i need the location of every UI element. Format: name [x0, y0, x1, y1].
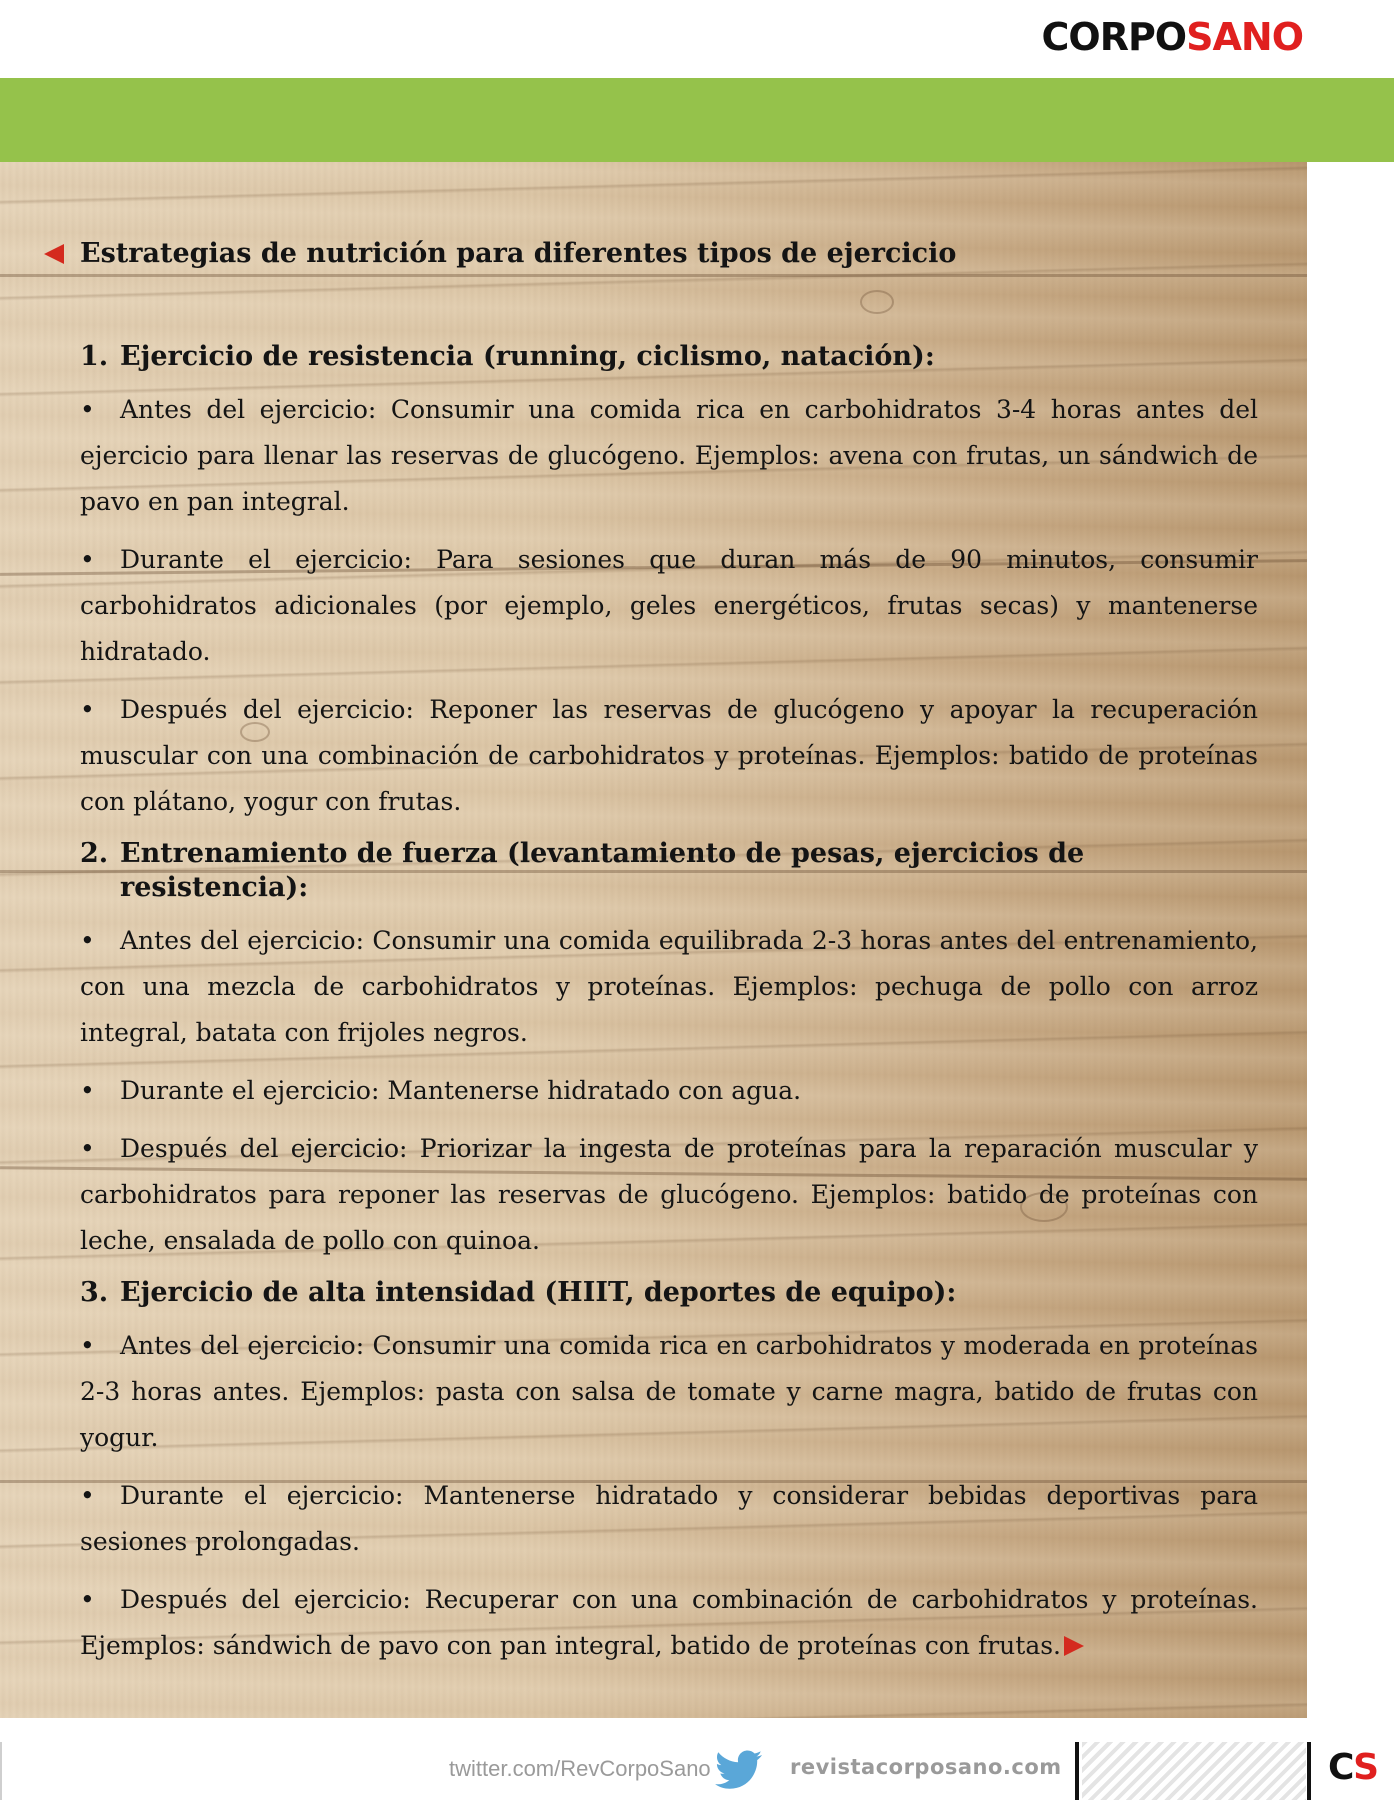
- article-heading-row: [80, 237, 1258, 271]
- section-title: 3. Ejercicio de alta intensidad (HIIT, deportes de equipo):: [80, 1277, 957, 1308]
- bullet-item: • Después del ejercicio: Reponer las reservas de glucógeno y apoyar la recuperación muscular con una combinación de carbohidratos y proteínas. Ejemplos: batido de proteínas con plátano, yogur con frutas.: [80, 687, 1258, 825]
- logo-sano: SANO: [1186, 15, 1303, 59]
- section-title: 1. Ejercicio de resistencia (running, ciclismo, natación):: [80, 341, 935, 372]
- section-strength: [80, 837, 1258, 1264]
- twitter-bird-icon[interactable]: [715, 1749, 763, 1791]
- bullet-item: • Durante el ejercicio: Para sesiones que duran más de 90 minutos, consumir carbohidratos adicionales (por ejemplo, geles energéticos, frutas secas) y mantenerse hidratado.: [80, 537, 1258, 675]
- bullet-item: • Durante el ejercicio: Mantenerse hidratado con agua.: [80, 1068, 1258, 1114]
- brand-logo: [1041, 15, 1304, 59]
- page-footer: [0, 1742, 1394, 1800]
- bullet-item: • Después del ejercicio: Recuperar con una combinación de carbohidratos y proteínas. Ejemplos: sándwich de pavo con pan integral, batido de proteínas con frutas.: [80, 1577, 1258, 1669]
- twitter-link[interactable]: twitter.com/RevCorpoSano: [449, 1756, 711, 1781]
- section-title: 2. Entrenamiento de fuerza (levantamiento de pesas, ejercicios de resistencia):: [80, 838, 1085, 903]
- bullet-item: • Antes del ejercicio: Consumir una comida equilibrada 2-3 horas antes del entrenamiento, con una mezcla de carbohidratos y proteínas. Ejemplos: pechuga de pollo con arroz integral, batata con frijoles negros.: [80, 918, 1258, 1056]
- header-band: [0, 78, 1394, 162]
- bullet-icon: •: [80, 926, 95, 955]
- article-body: [80, 237, 1258, 1681]
- cs-badge-logo: CS: [1328, 1747, 1378, 1788]
- section-endurance: [80, 340, 1258, 825]
- bullet-item: • Antes del ejercicio: Consumir una comida rica en carbohidratos y moderada en proteínas 2-3 horas antes. Ejemplos: pasta con salsa de tomate y carne magra, batido de frutas con yogur.: [80, 1323, 1258, 1461]
- section-high-intensity: [80, 1276, 1258, 1669]
- bullet-icon: •: [80, 395, 95, 424]
- bullet-icon: •: [80, 1585, 95, 1614]
- footer-stripe-pattern: [1082, 1742, 1306, 1800]
- triangle-left-icon: [44, 244, 64, 264]
- bullet-icon: •: [80, 1481, 95, 1510]
- bullet-item: • Después del ejercicio: Priorizar la ingesta de proteínas para la reparación muscular y carbohidratos para reponer las reservas de glucógeno. Ejemplos: batido de proteínas con leche, ensalada de pollo con quinoa.: [80, 1126, 1258, 1264]
- website-link[interactable]: revistacorposano.com: [790, 1755, 1062, 1779]
- logo-corpo: CORPO: [1041, 15, 1187, 59]
- bullet-icon: •: [80, 1134, 95, 1163]
- bullet-icon: •: [80, 1076, 95, 1105]
- triangle-right-icon: [1064, 1636, 1084, 1656]
- article-heading: Estrategias de nutrición para diferentes tipos de ejercicio: [80, 238, 957, 269]
- bullet-icon: •: [80, 695, 95, 724]
- bullet-item: • Durante el ejercicio: Mantenerse hidratado y considerar bebidas deportivas para sesiones prolongadas.: [80, 1473, 1258, 1565]
- bullet-icon: •: [80, 1331, 95, 1360]
- footer-divider: [1075, 1742, 1079, 1800]
- bullet-icon: •: [80, 545, 95, 574]
- footer-divider: [1307, 1742, 1311, 1800]
- bullet-item: • Antes del ejercicio: Consumir una comida rica en carbohidratos 3-4 horas antes del ejercicio para llenar las reservas de glucógeno. Ejemplos: avena con frutas, un sándwich de pavo en pan integral.: [80, 387, 1258, 525]
